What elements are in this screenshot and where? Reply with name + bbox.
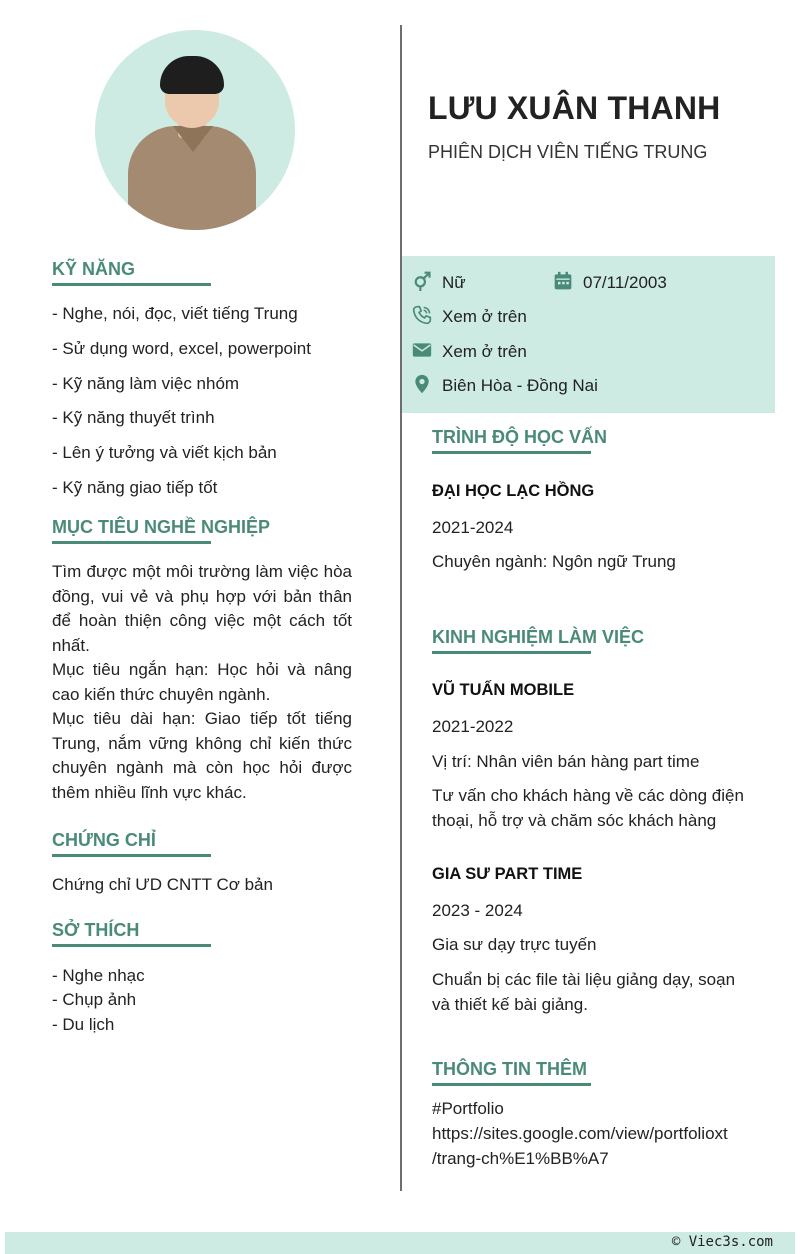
skill-item: - Nghe, nói, đọc, viết tiếng Trung [52, 304, 298, 323]
email-value: Xem ở trên [442, 342, 527, 361]
footer-watermark: © Viec3s.com [671, 1234, 773, 1250]
skills-underline [52, 283, 211, 286]
hobbies-underline [52, 944, 211, 947]
objective-heading: MỤC TIÊU NGHỀ NGHIỆP [52, 517, 271, 537]
objective-text [52, 560, 352, 805]
experience-underline [432, 651, 591, 654]
email-icon [412, 340, 432, 360]
profile-photo [95, 30, 295, 230]
experience-heading: KINH NGHIỆM LÀM VIỆC [432, 627, 645, 647]
hobby-item: - Chụp ảnh [52, 990, 137, 1009]
objective-underline [52, 541, 211, 544]
education-heading: TRÌNH ĐỘ HỌC VẤN [432, 427, 607, 447]
job-description-line: và thiết kế bài giảng. [432, 995, 588, 1014]
portfolio-link[interactable]: https://sites.google.com/view/portfolioxt [432, 1124, 728, 1143]
objective-paragraph: Tìm được một môi trường làm việc hòa đồng, vui vẻ và phụ hợp với bản thân để hoàn thiện công việc một cách tốt nhất. [52, 562, 352, 655]
footer-bar [5, 1232, 795, 1254]
objective-short-term: Mục tiêu ngắn hạn: Học hỏi và nâng cao kiến thức chuyên ngành. [52, 660, 352, 704]
job-company: GIA SƯ PART TIME [432, 865, 583, 883]
hobby-item: - Du lịch [52, 1015, 115, 1034]
education-years: 2021-2024 [432, 518, 514, 537]
education-major: Chuyên ngành: Ngôn ngữ Trung [432, 552, 676, 571]
job-years: 2021-2022 [432, 717, 514, 736]
school-name: ĐẠI HỌC LẠC HỒNG [432, 482, 595, 500]
column-divider [400, 25, 402, 1191]
certificates-heading: CHỨNG CHỈ [52, 830, 156, 850]
certificates-underline [52, 854, 211, 857]
hobbies-heading: SỞ THÍCH [52, 920, 140, 940]
job-description-line: Tư vấn cho khách hàng về các dòng điện [432, 786, 744, 805]
avatar-hair [160, 56, 224, 94]
skill-item: - Sử dụng word, excel, powerpoint [52, 339, 311, 358]
gender-value: Nữ [442, 273, 466, 292]
skill-item: - Kỹ năng thuyết trình [52, 408, 215, 427]
job-company: VŨ TUẤN MOBILE [432, 681, 575, 699]
skills-heading: KỸ NĂNG [52, 259, 136, 279]
address-value: Biên Hòa - Đồng Nai [442, 376, 598, 395]
portfolio-tag: #Portfolio [432, 1099, 504, 1118]
education-underline [432, 451, 591, 454]
job-description-line: Chuẩn bị các file tài liệu giảng dạy, soạn [432, 970, 736, 989]
location-pin-icon [412, 374, 432, 394]
job-position: Gia sư dạy trực tuyến [432, 935, 597, 954]
phone-icon [412, 305, 432, 325]
skill-item: - Kỹ năng giao tiếp tốt [52, 478, 218, 497]
job-years: 2023 - 2024 [432, 901, 523, 920]
gender-icon [412, 271, 432, 291]
job-title: PHIÊN DỊCH VIÊN TIẾNG TRUNG [428, 142, 708, 162]
calendar-icon [553, 271, 573, 291]
person-name: LƯU XUÂN THANH [428, 90, 721, 126]
skill-item: - Lên ý tưởng và viết kịch bản [52, 443, 277, 462]
job-description-line: thoại, hỗ trợ và chăm sóc khách hàng [432, 811, 717, 830]
hobby-item: - Nghe nhạc [52, 966, 145, 985]
skill-item: - Kỹ năng làm việc nhóm [52, 374, 240, 393]
portfolio-link-continued[interactable]: /trang-ch%E1%BB%A7 [432, 1149, 609, 1168]
extra-info-underline [432, 1083, 591, 1086]
extra-info-heading: THÔNG TIN THÊM [432, 1059, 587, 1079]
certificate-item: Chứng chỉ ƯD CNTT Cơ bản [52, 875, 273, 894]
phone-value: Xem ở trên [442, 307, 527, 326]
birthday-value: 07/11/2003 [583, 273, 667, 292]
objective-long-term: Mục tiêu dài hạn: Giao tiếp tốt tiếng Trung, nắm vững không chỉ kiến thức chuyên ngành mà còn học hỏi được thêm nhiều lĩnh vực khác. [52, 709, 352, 802]
job-position: Vị trí: Nhân viên bán hàng part time [432, 752, 700, 771]
